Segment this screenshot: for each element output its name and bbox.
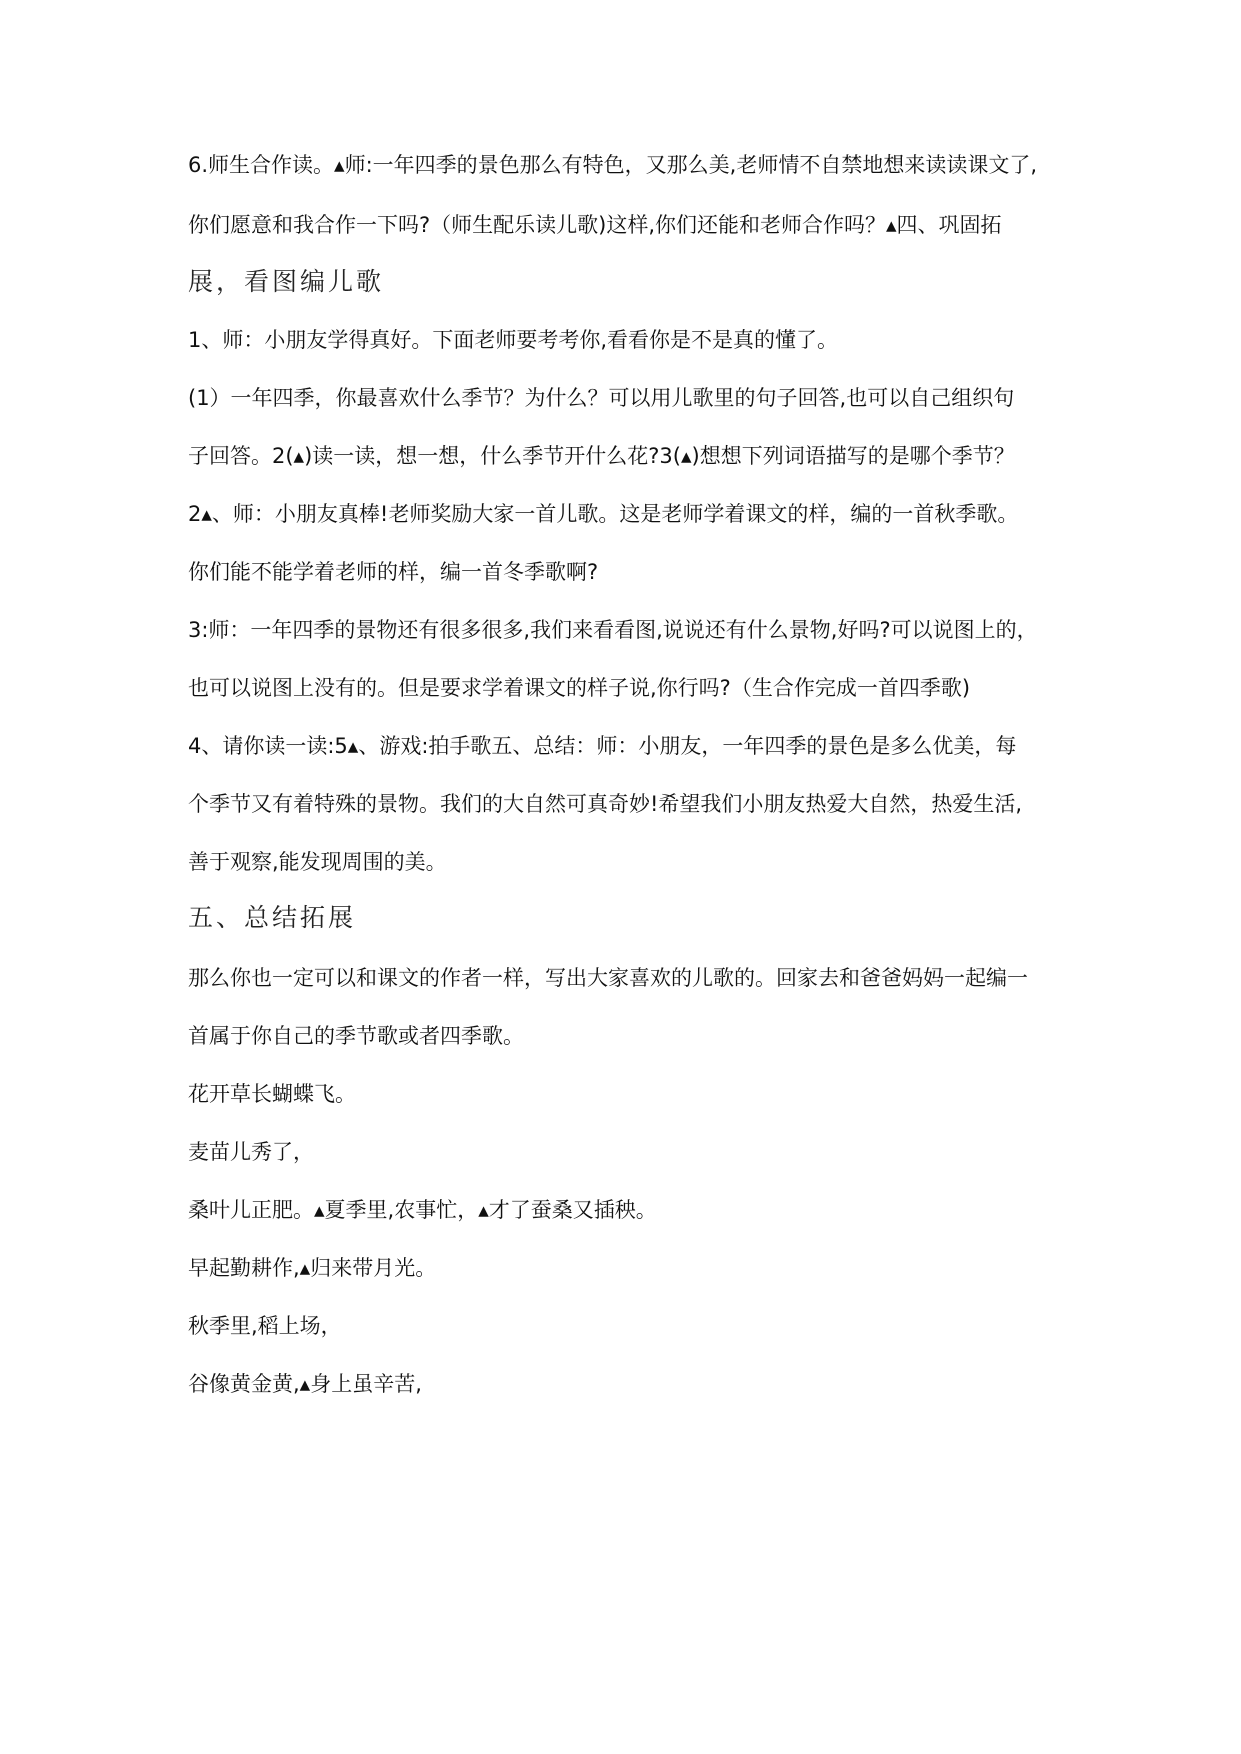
text-line-13: 善于观察,能发现周围的美。 bbox=[188, 850, 447, 874]
text-line-3-heading: 展，看图编儿歌 bbox=[188, 267, 385, 296]
text-line-15: 那么你也一定可以和课文的作者一样，写出大家喜欢的儿歌的。回家去和爸爸妈妈一起编一 bbox=[188, 966, 1028, 990]
text-line-8: 你们能不能学着老师的样，编一首冬季歌啊? bbox=[188, 560, 599, 584]
text-line-19: 桑叶儿正肥。▴夏季里,农事忙，▴才了蚕桑又插秧。 bbox=[188, 1198, 657, 1222]
text-line-6: 子回答。2(▴)读一读，想一想，什么季节开什么花?3(▴)想想下列词语描写的是哪个季节？ bbox=[188, 444, 1015, 468]
section-heading: 五、总结拓展 bbox=[188, 903, 357, 932]
text-line-10: 也可以说图上没有的。但是要求学着课文的样子说,你行吗?（生合作完成一首四季歌) bbox=[188, 676, 971, 700]
text-line-22: 谷像黄金黄,▴身上虽辛苦, bbox=[188, 1372, 422, 1396]
text-line-7: 2▴、师：小朋友真棒!老师奖励大家一首儿歌。这是老师学着课文的样，编的一首秋季歌。 bbox=[188, 502, 1019, 526]
text-line-16: 首属于你自己的季节歌或者四季歌。 bbox=[188, 1024, 524, 1048]
text-line-20: 早起勤耕作,▴归来带月光。 bbox=[188, 1256, 437, 1280]
text-line-18: 麦苗儿秀了， bbox=[188, 1140, 314, 1164]
text-line-11: 4、请你读一读:5▴、游戏:拍手歌五、总结：师：小朋友，一年四季的景色是多么优美，每 bbox=[188, 734, 1017, 758]
text-line-2: 你们愿意和我合作一下吗?（师生配乐读儿歌)这样,你们还能和老师合作吗？▴四、巩固拓 bbox=[188, 213, 1002, 237]
text-line-9: 3:师：一年四季的景物还有很多很多,我们来看看图,说说还有什么景物,好吗?可以说图上的， bbox=[188, 618, 1038, 642]
text-line-21: 秋季里,稻上场， bbox=[188, 1314, 342, 1338]
text-line-17: 花开草长蝴蝶飞。 bbox=[188, 1082, 356, 1106]
text-line-4: 1、师：小朋友学得真好。下面老师要考考你,看看你是不是真的懂了。 bbox=[188, 328, 839, 352]
text-line-12: 个季节又有着特殊的景物。我们的大自然可真奇妙!希望我们小朋友热爱大自然，热爱生活, bbox=[188, 792, 1023, 816]
text-line-1: 6.师生合作读。▴师:一年四季的景色那么有特色，又那么美,老师情不自禁地想来读读课文了, bbox=[188, 153, 1037, 177]
text-line-5: (1）一年四季，你最喜欢什么季节？为什么？可以用儿歌里的句子回答,也可以自己组织句 bbox=[188, 386, 1015, 410]
